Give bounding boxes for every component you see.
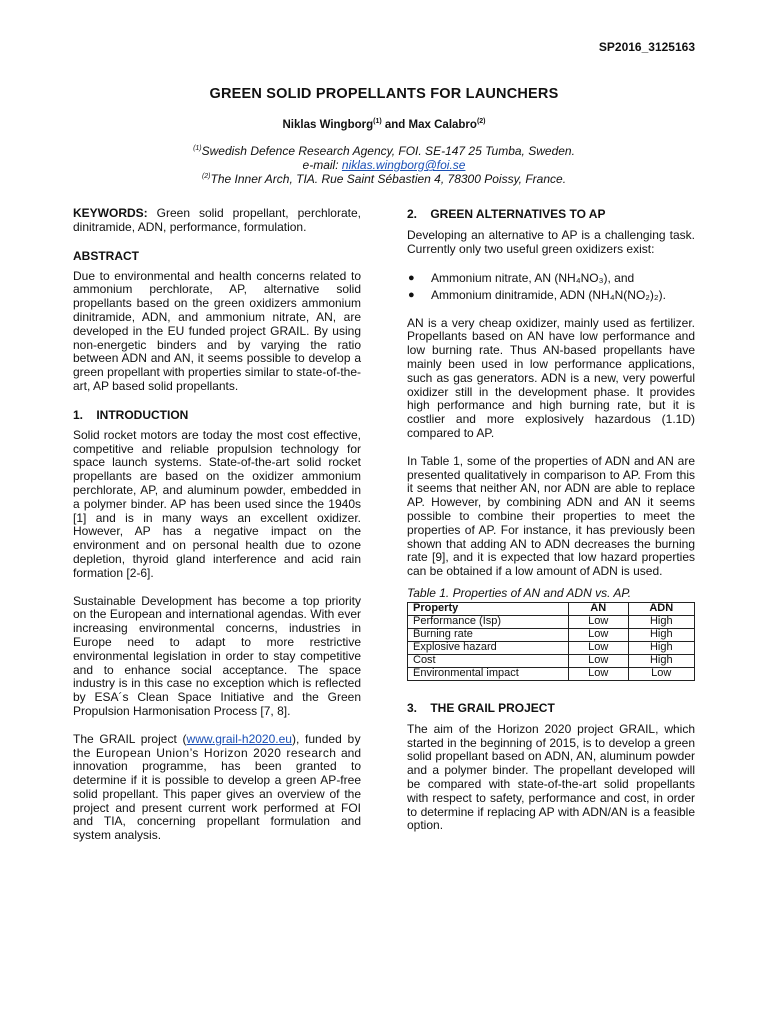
table-row — [408, 641, 695, 654]
keywords-text: Green solid propellant, perchlorate, dinitramide, ADN, performance, formulation. — [73, 206, 361, 234]
keywords-paragraph — [73, 207, 361, 235]
author-conjunction: and — [384, 119, 406, 131]
table-row — [408, 667, 695, 680]
left-column — [73, 207, 361, 857]
section-2-heading: 2. GREEN ALTERNATIVES TO AP — [407, 207, 606, 221]
table-header: ADN — [628, 602, 695, 615]
author-2-marker: (2) — [476, 118, 486, 126]
paper-title: GREEN SOLID PROPELLANTS FOR LAUNCHERS — [209, 86, 559, 102]
list-item: ● Ammonium nitrate, AN (NH₄NO₃), and — [408, 270, 635, 285]
affiliation-1 — [0, 144, 768, 158]
introduction-paragraph-2: Sustainable Development has become a top priority on the European and international agendas. With ever increasing environmental concerns, industries in Europe need to adapt to more restrictive environmental legislation in order to stay competitive and to enhance social acceptance. The space industry is in this case no exception which is reflected by ESA´s Clean Space Initiative and the Green Propulsion Harmonisation Process [7, 8]. — [73, 593, 361, 718]
bullet-icon: ● — [408, 271, 415, 284]
grail-text-a: The GRAIL project ( — [73, 731, 187, 746]
grail-text-b: ), funded — [291, 731, 342, 746]
bullet-icon: ● — [408, 288, 415, 301]
section-3-heading: 3. THE GRAIL PROJECT — [407, 700, 555, 715]
table-cell: Burning rate — [408, 628, 569, 641]
table-row — [408, 628, 695, 641]
table-cell: Performance (Isp) — [408, 615, 569, 628]
properties-table — [407, 602, 695, 681]
grail-text-d: and innovation programme, has been granted to determine if it is possible to develop a green AP-free solid propellant. This paper gives an overview of the project and present current work performed at FOI and TIA, concerning propellant formulation and system analysis. — [73, 745, 361, 843]
table-cell: High — [628, 654, 695, 667]
table-cell: Low — [569, 654, 629, 667]
email-link[interactable]: niklas.wingborg@foi.se — [341, 158, 466, 172]
introduction-heading: 1. INTRODUCTION — [73, 407, 189, 422]
author-1: Niklas Wingborg — [282, 119, 374, 131]
grail-text-c: by the European Union’s Horizon 2020 research — [73, 731, 361, 760]
author-line — [0, 119, 768, 131]
table-cell: High — [628, 641, 695, 654]
table-header: AN — [569, 602, 629, 615]
introduction-paragraph-3 — [73, 733, 361, 843]
table-cell: Low — [569, 615, 629, 628]
table-cell: High — [628, 615, 695, 628]
author-2: Max Calabro — [408, 119, 477, 131]
affiliation-2-marker: (2) — [201, 173, 211, 180]
table-cell: Cost — [408, 654, 569, 667]
paper-id: SP2016_3125163 — [598, 40, 695, 54]
abstract-heading: ABSTRACT — [73, 248, 139, 263]
table-cell: Low — [569, 628, 629, 641]
right-column — [407, 207, 695, 847]
author-1-marker: (1) — [373, 118, 382, 126]
section-3-paragraph-1: The aim of the Horizon 2020 project GRAIL, which started in the beginning of 2015, is to develop a green solid propellant based on ADN, AN, aluminum powder and a polymer binder. The propellant developed will be compared with state-of-the-art solid propellants with respect to safety, performance and cost, in order to determine if replacing AP with ADN/AN is a feasible option. — [407, 721, 695, 833]
email-label: e-mail: — [302, 158, 339, 172]
affiliation-1-text: Swedish Defence Research Agency, FOI. SE-147 25 Tumba, Sweden. — [201, 144, 575, 158]
keywords-label: KEYWORDS: — [73, 206, 148, 220]
oxidizer-list — [407, 271, 695, 303]
introduction-paragraph-1: Solid rocket motors are today the most cost effective, competitive and reliable propulsion technology for space launch systems. State-of-the-art solid rocket propellants are based on the oxidizer ammonium perchlorate, AP, and aluminum powder, embedded in a polymer binder. AP has been used since the 1940s [1] and is in many ways an excellent oxidizer. However, AP has a negative impact on the environment and on personal health due to ozone depletion, thyroid gland interference and acid rain formation [2-6]. — [73, 427, 361, 580]
section-2-paragraph-2: AN is a very cheap oxidizer, mainly used as fertilizer. Propellants based on AN have low performance and low burning rate. Thus AN-based propellants have mainly been used in low performance applications, such as gas generators. ADN is a new, very powerful oxidizer still in the development phase. It provides high performance and high burning rate, but it is costlier and more explosively hazardous (1.1D) compared to AP. — [407, 315, 695, 440]
abstract-text: Due to environmental and health concerns related to ammonium perchlorate, AP, alternative solid propellants based on the green oxidizers ammonium dinitramide, ADN, and ammonium nitrate, AN, are developed in the EU funded project GRAIL. By using non-energetic binders and by varying the ratio between ADN and AN, it seems possible to develop a green propellant with properties similar to state-of-the-art, AP based solid propellants. — [73, 268, 361, 393]
grail-website-link[interactable]: www.grail-h2020.eu — [186, 731, 292, 746]
section-2-paragraph-1: Developing an alternative to AP is a challenging task. Currently only two useful green oxidizers exist: — [407, 228, 695, 256]
list-item: ● Ammonium dinitramide, ADN (NH₄N(NO₂)₂). — [408, 287, 666, 302]
email-line — [0, 158, 768, 172]
table-cell: Environmental impact — [408, 667, 569, 680]
table-header-row — [408, 602, 695, 615]
affiliation-2-text: The Inner Arch, TIA. Rue Saint Sébastien 4, 78300 Poissy, France. — [210, 172, 567, 186]
table-cell: Low — [628, 667, 695, 680]
table-cell: Explosive hazard — [408, 641, 569, 654]
table-cell: Low — [569, 641, 629, 654]
section-2-paragraph-3: In Table 1, some of the properties of ADN and AN are presented qualitatively in comparison to AP. From this it seems that neither AN, nor ADN are able to replace AP. However, by combining ADN and AN it seems possible to combine their properties to meet the properties of AP. For instance, it has previously been shown that adding AN to ADN decreases the burning rate [9], and it is expected that low hazard properties can be obtained if a low amount of ADN is used. — [407, 453, 695, 579]
affiliation-2 — [0, 172, 768, 186]
table-row — [408, 654, 695, 667]
table-caption: Table 1. Properties of AN and ADN vs. AP. — [407, 585, 632, 600]
table-cell: Low — [569, 667, 629, 680]
table-row — [408, 615, 695, 628]
table-cell: High — [628, 628, 695, 641]
table-header: Property — [408, 602, 569, 615]
affiliation-1-marker: (1) — [193, 145, 202, 152]
